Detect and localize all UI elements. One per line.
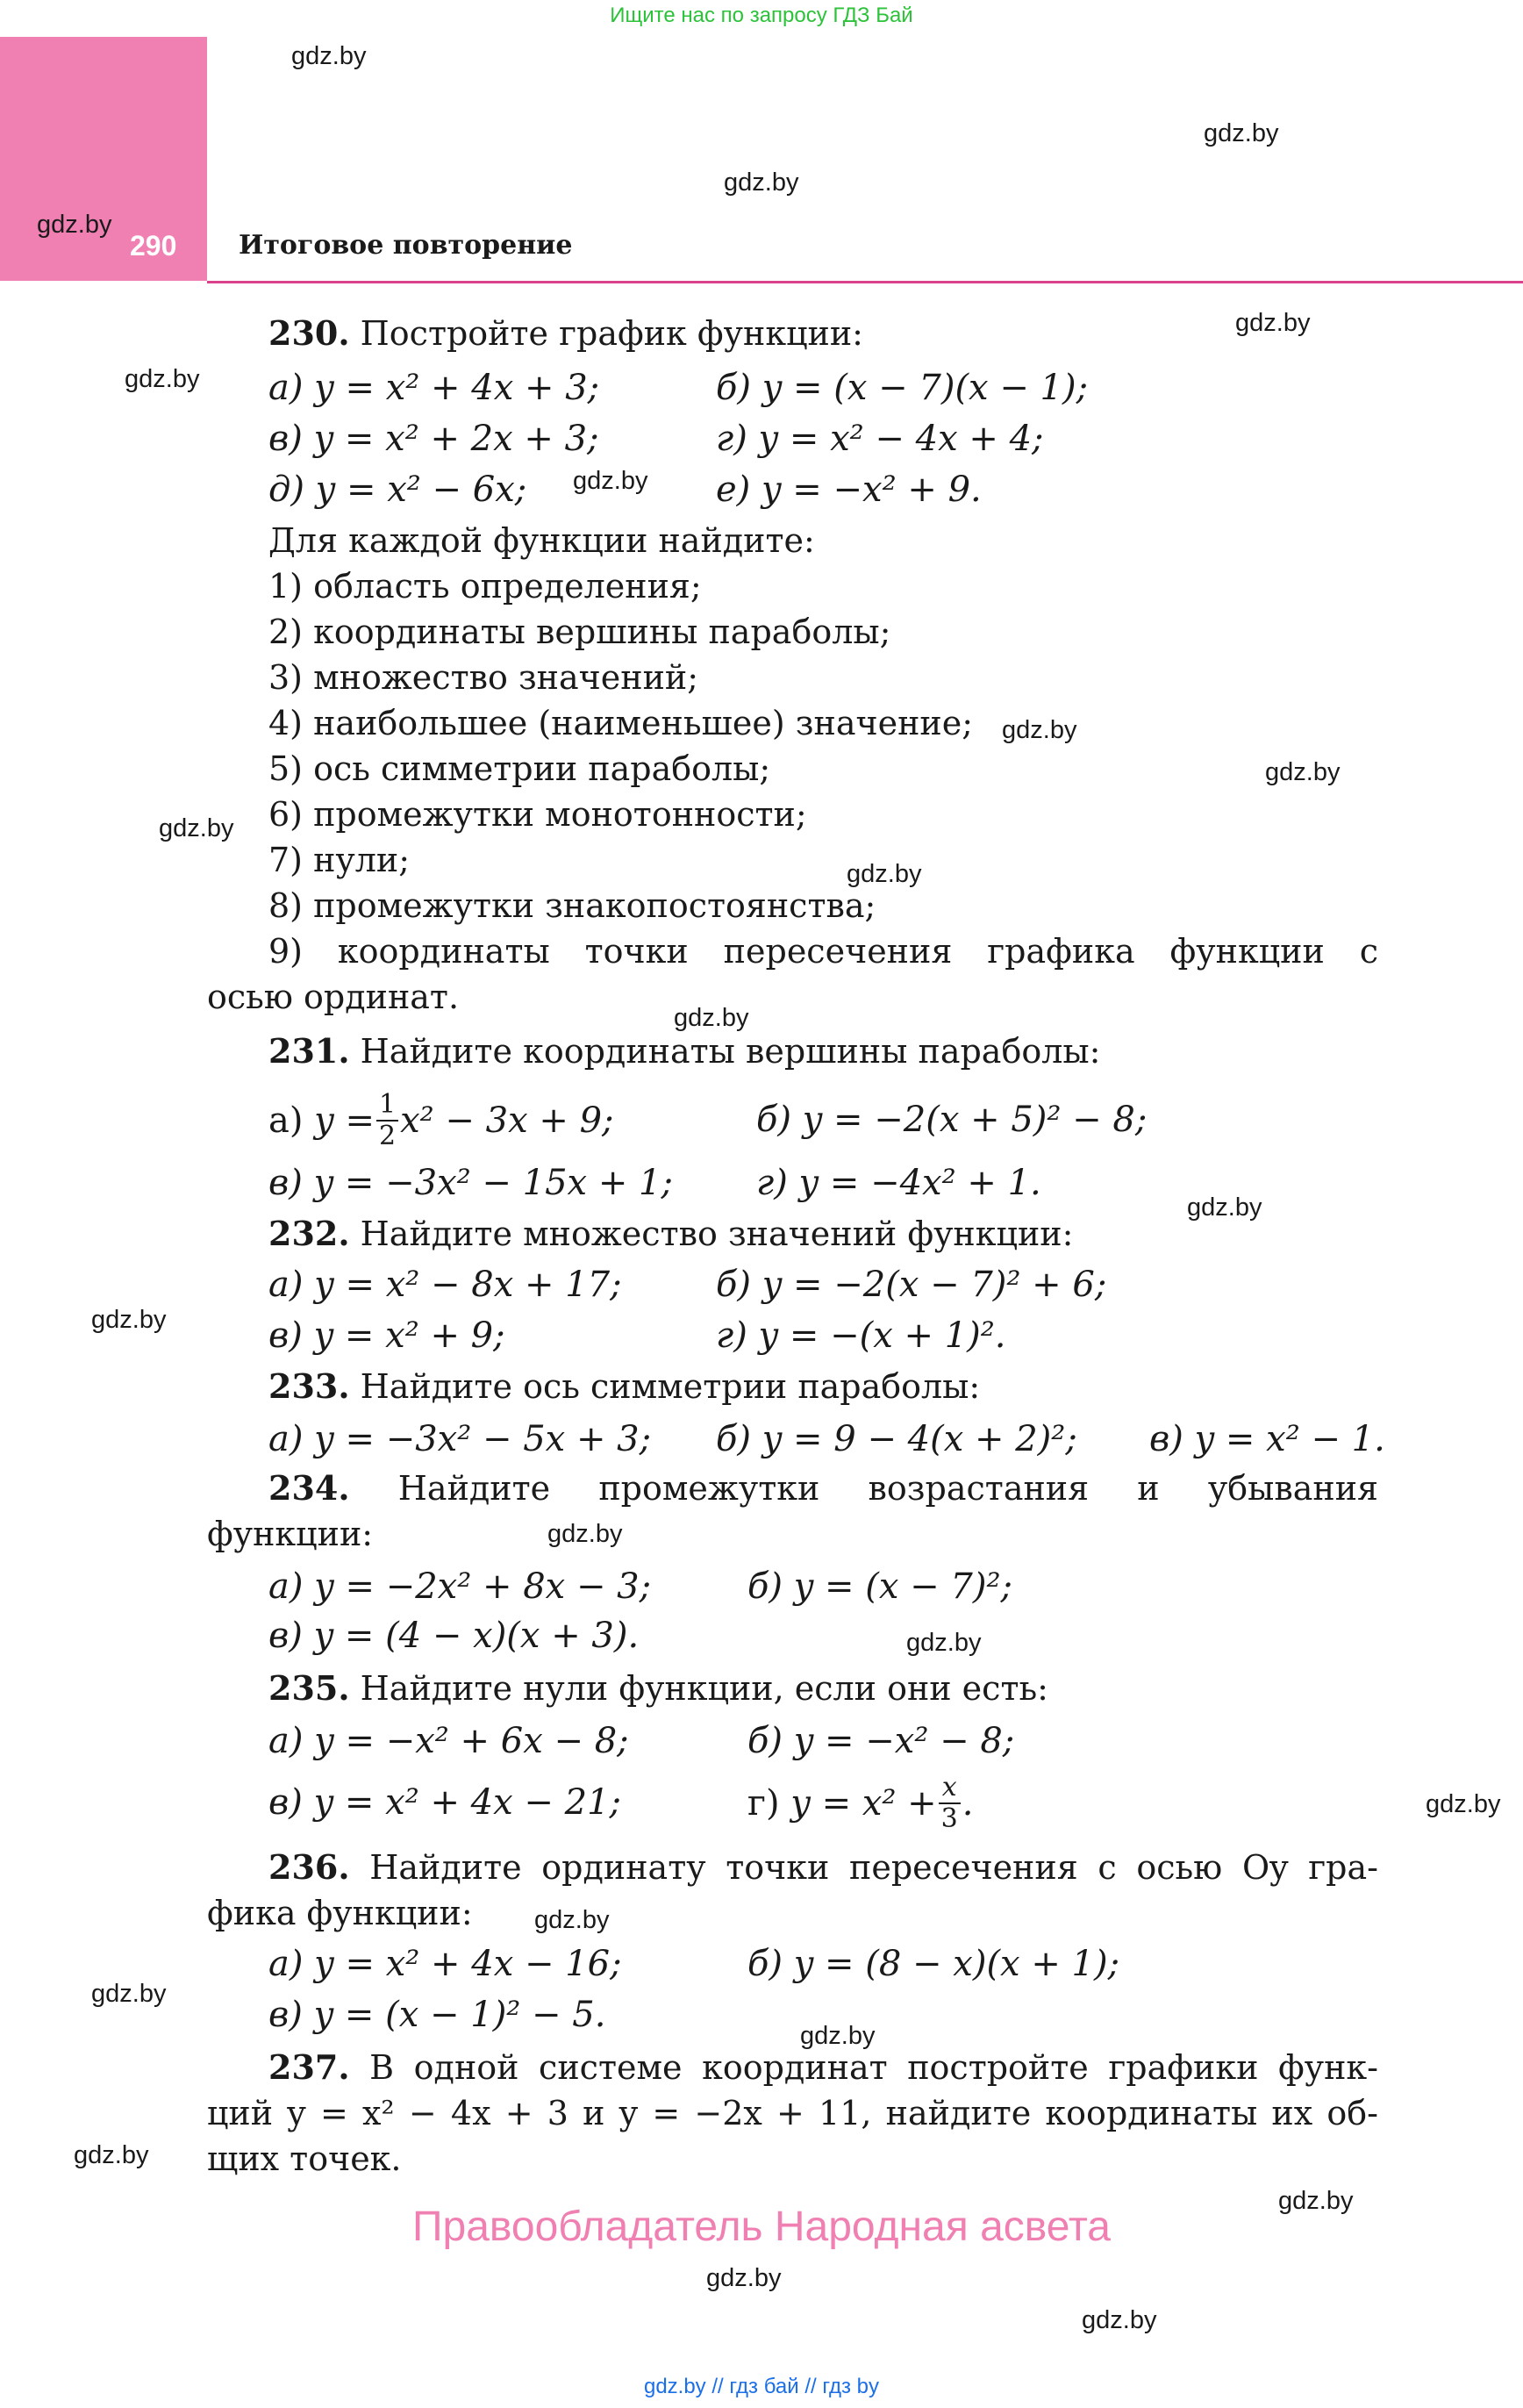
- exercise-230-item-3: 3) множество значений;: [268, 658, 699, 697]
- exercise-234-b: б) y = (x − 7)²;: [747, 1566, 1012, 1607]
- watermark: gdz.by: [573, 467, 648, 495]
- exercise-230-item-1: 1) область определения;: [268, 567, 702, 606]
- exercise-231-heading: [268, 1032, 1100, 1071]
- exercise-230-d: д) y = x² − 6x;: [268, 469, 527, 510]
- exercise-230-item-9-line1: 9) координаты точки пересечения графика функции с: [268, 932, 1378, 971]
- exercise-230-item-9-line2: осью ординат.: [207, 978, 460, 1016]
- exercise-232-a: а) y = x² − 8x + 17;: [268, 1265, 622, 1305]
- exercise-text: Найдите промежутки возрастания и убывания: [397, 1469, 1378, 1508]
- exercise-230-a: а) y = x² + 4x + 3;: [268, 368, 600, 408]
- exercise-236-b: б) y = (8 − x)(x + 1);: [747, 1944, 1120, 1984]
- exercise-230-item-7: 7) нули;: [268, 841, 411, 879]
- watermark: gdz.by: [847, 860, 922, 888]
- copyright-notice: Правообладатель Народная асвета: [412, 2204, 1111, 2250]
- exercise-text: Найдите множество значений функции:: [360, 1215, 1074, 1253]
- exercise-233-a: а) y = −3x² − 5x + 3;: [268, 1419, 652, 1459]
- option-label: а): [268, 1100, 304, 1141]
- watermark: gdz.by: [1265, 758, 1341, 786]
- exercise-number: 233.: [268, 1366, 350, 1406]
- watermark: gdz.by: [159, 814, 234, 842]
- exercise-230-intro: Для каждой функции найдите:: [268, 521, 815, 560]
- exercise-230-heading: [268, 314, 863, 353]
- exercise-236-text-line2: фика функции:: [207, 1894, 473, 1932]
- fraction-numerator: x: [939, 1774, 961, 1804]
- exercise-235-heading: [268, 1669, 1048, 1708]
- exercise-text: Найдите координаты вершины параболы:: [360, 1032, 1101, 1071]
- watermark: gdz.by: [291, 42, 367, 70]
- formula-part: y =: [314, 1100, 375, 1141]
- exercise-232-g: г) y = −(x + 1)².: [716, 1315, 1006, 1356]
- exercise-236-a: а) y = x² + 4x − 16;: [268, 1944, 622, 1984]
- watermark: gdz.by: [91, 1306, 167, 1334]
- exercise-233-b: б) y = 9 − 4(x + 2)²;: [716, 1419, 1077, 1459]
- exercise-230-item-8: 8) промежутки знакопостоянства;: [268, 886, 876, 925]
- option-label: г): [747, 1783, 780, 1824]
- page-number: 290: [130, 230, 177, 262]
- exercise-234-text-line2: функции:: [207, 1515, 374, 1553]
- exercise-234-heading: [268, 1469, 1378, 1508]
- fraction-denominator: 2: [379, 1121, 397, 1151]
- exercise-number: 236.: [268, 1847, 350, 1887]
- watermark: gdz.by: [547, 1520, 623, 1548]
- formula-part: y = x² +: [790, 1783, 937, 1824]
- formula-part: .: [962, 1783, 974, 1824]
- watermark: gdz.by: [125, 365, 200, 393]
- bottom-links[interactable]: gdz.by // гдз бай // гдз by: [643, 2375, 880, 2398]
- exercise-237-line2: ций y = x² − 4x + 3 и y = −2x + 11, найдите координаты их об-: [207, 2094, 1378, 2132]
- watermark: gdz.by: [91, 1980, 167, 2008]
- exercise-230-e: е) y = −x² + 9.: [716, 469, 982, 510]
- page-title: Итоговое повторение: [239, 230, 573, 261]
- exercise-230-item-4: 4) наибольшее (наименьшее) значение;: [268, 704, 974, 742]
- watermark: gdz.by: [674, 1004, 749, 1032]
- exercise-number: 237.: [268, 2047, 350, 2087]
- watermark: gdz.by: [724, 168, 799, 197]
- exercise-number: 235.: [268, 1668, 350, 1708]
- header-line: [207, 281, 1523, 283]
- exercise-233-v: в) y = x² − 1.: [1149, 1419, 1385, 1459]
- exercise-text: Найдите нули функции, если они есть:: [360, 1669, 1048, 1708]
- top-banner[interactable]: Ищите нас по запросу ГДЗ Бай: [610, 4, 913, 27]
- exercise-232-b: б) y = −2(x − 7)² + 6;: [716, 1265, 1107, 1305]
- exercise-233-heading: [268, 1367, 980, 1406]
- exercise-text: Найдите ось симметрии параболы:: [360, 1367, 981, 1406]
- exercise-text: Найдите ординату точки пересечения с осью Oy гра-: [369, 1848, 1378, 1887]
- exercise-230-item-2: 2) координаты вершины параболы;: [268, 613, 891, 651]
- watermark: gdz.by: [1002, 716, 1077, 744]
- fraction: [939, 1774, 961, 1832]
- exercise-236-heading: [268, 1848, 1378, 1887]
- watermark: gdz.by: [1278, 2187, 1354, 2215]
- exercise-number: 234.: [268, 1468, 350, 1508]
- watermark: gdz.by: [37, 211, 112, 239]
- exercise-235-a: а) y = −x² + 6x − 8;: [268, 1721, 629, 1761]
- watermark: gdz.by: [1187, 1193, 1262, 1222]
- exercise-235-b: б) y = −x² − 8;: [747, 1721, 1015, 1761]
- exercise-number: 232.: [268, 1214, 350, 1253]
- exercise-231-b: б) y = −2(x + 5)² − 8;: [756, 1100, 1148, 1140]
- exercise-231-g: г) y = −4x² + 1.: [756, 1163, 1041, 1203]
- exercise-text: Постройте график функции:: [360, 314, 863, 353]
- watermark: gdz.by: [800, 2022, 876, 2050]
- watermark: gdz.by: [706, 2264, 782, 2292]
- exercise-232-v: в) y = x² + 9;: [268, 1315, 505, 1356]
- exercise-237-line3: щих точек.: [207, 2139, 402, 2178]
- exercise-231-v: в) y = −3x² − 15x + 1;: [268, 1163, 673, 1203]
- exercise-237-line1: [268, 2048, 1378, 2087]
- exercise-234-v: в) y = (4 − x)(x + 3).: [268, 1616, 640, 1656]
- exercise-235-v: в) y = x² + 4x − 21;: [268, 1782, 622, 1823]
- watermark: gdz.by: [906, 1629, 982, 1657]
- watermark: gdz.by: [534, 1906, 610, 1934]
- exercise-234-a: а) y = −2x² + 8x − 3;: [268, 1566, 652, 1607]
- exercise-230-v: в) y = x² + 2x + 3;: [268, 419, 599, 459]
- exercise-text: В одной системе координат постройте графики функ-: [369, 2048, 1378, 2087]
- exercise-number: 231.: [268, 1031, 350, 1071]
- exercise-230-item-5: 5) ось симметрии параболы;: [268, 749, 771, 788]
- fraction-denominator: 3: [940, 1803, 958, 1834]
- watermark: gdz.by: [1426, 1790, 1501, 1818]
- exercise-230-b: б) y = (x − 7)(x − 1);: [716, 368, 1089, 408]
- watermark: gdz.by: [1204, 119, 1279, 147]
- exercise-235-g: [747, 1771, 973, 1836]
- formula-part: x² − 3x + 9;: [400, 1100, 614, 1141]
- exercise-230-g: г) y = x² − 4x + 4;: [716, 419, 1044, 459]
- exercise-232-heading: [268, 1215, 1073, 1253]
- exercise-230-item-6: 6) промежутки монотонности;: [268, 795, 807, 834]
- watermark: gdz.by: [1082, 2306, 1157, 2334]
- fraction-numerator: 1: [376, 1092, 398, 1122]
- watermark: gdz.by: [1235, 309, 1311, 337]
- exercise-number: 230.: [268, 313, 350, 353]
- fraction: [376, 1089, 398, 1151]
- watermark: gdz.by: [74, 2141, 149, 2169]
- exercise-236-v: в) y = (x − 1)² − 5.: [268, 1995, 606, 2035]
- exercise-231-a: [268, 1088, 614, 1153]
